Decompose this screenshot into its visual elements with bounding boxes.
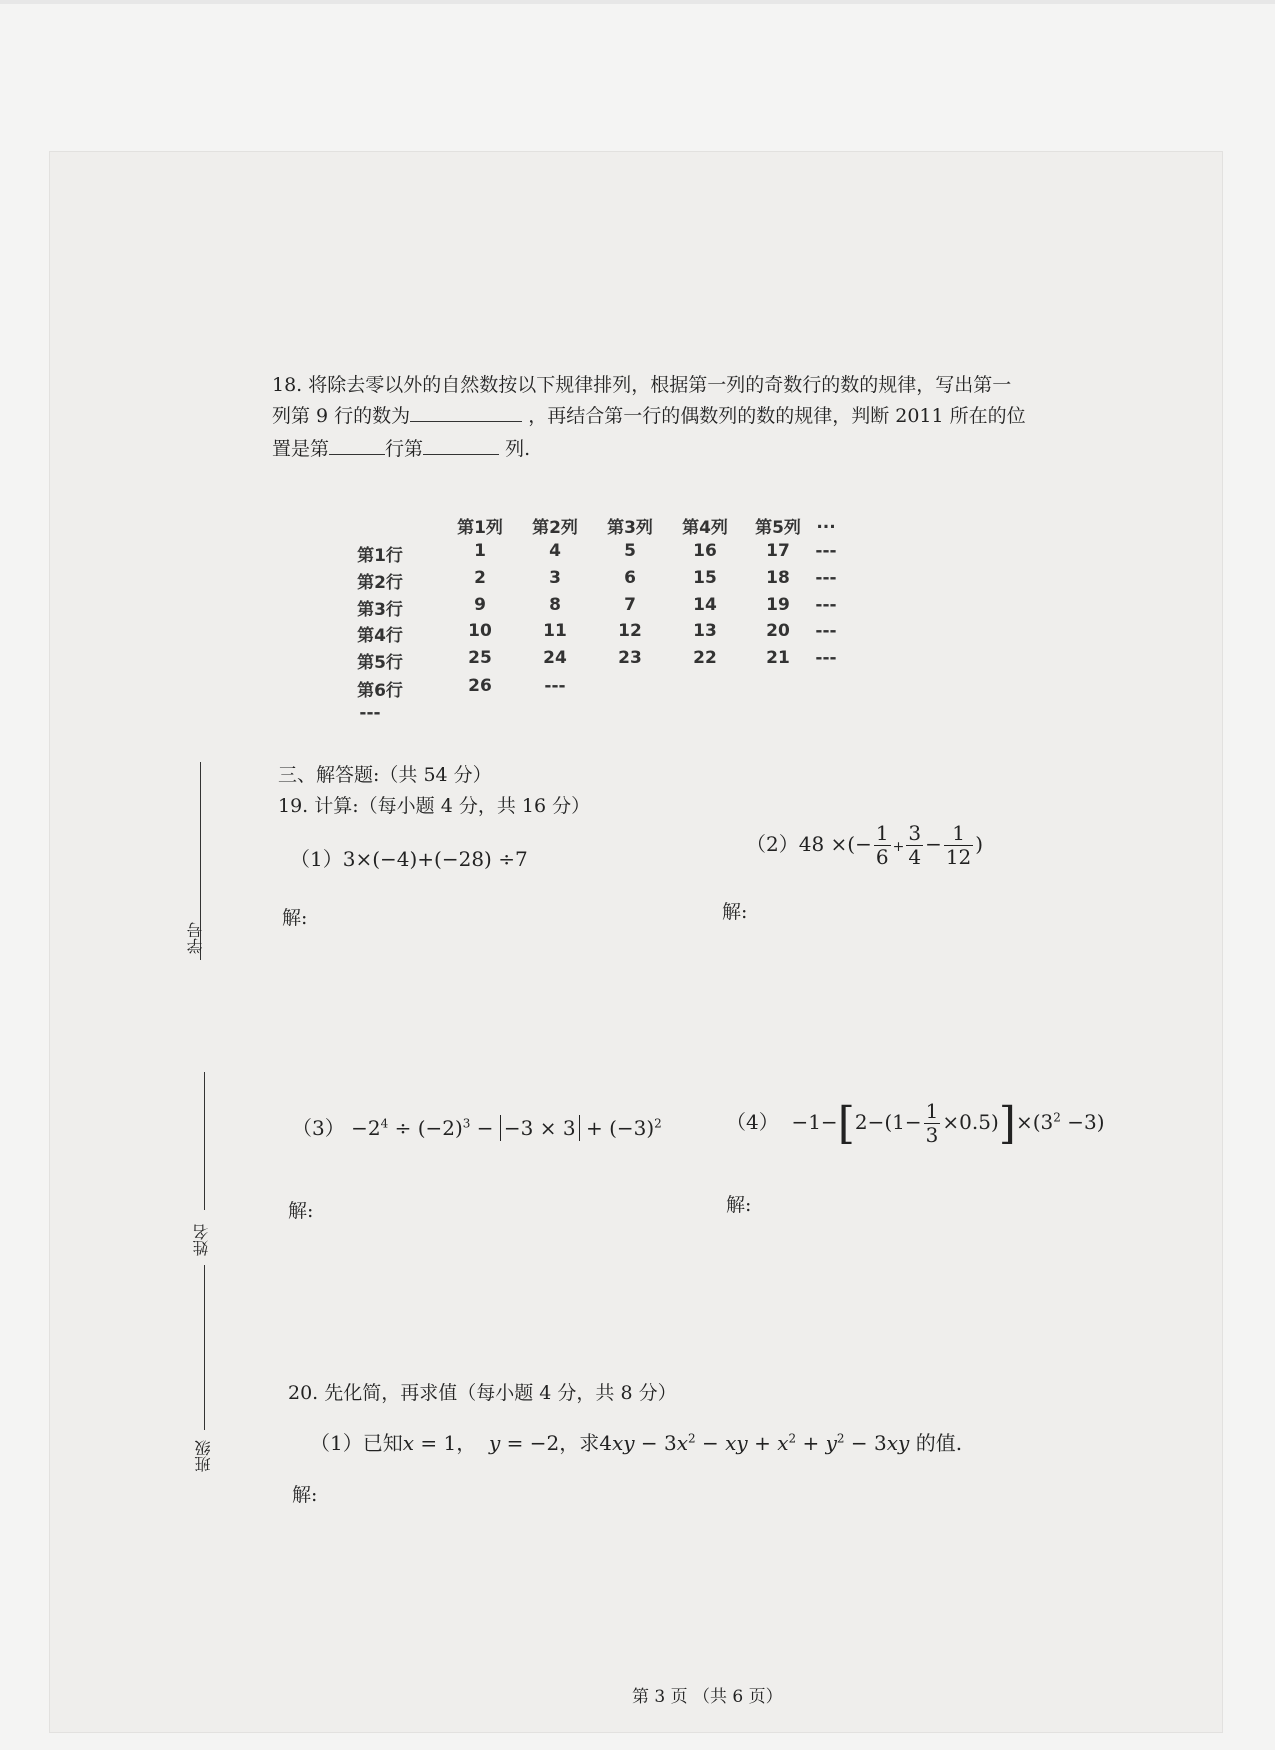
table-cell: --- — [544, 676, 566, 696]
side-line-name-top — [204, 1072, 205, 1210]
q20-part1-given: x — [402, 1431, 415, 1455]
table-cell: 21 — [766, 648, 790, 668]
row-label-5: 第5行 — [357, 653, 403, 673]
table-cell: 7 — [624, 595, 636, 615]
q19-part2 — [746, 822, 983, 869]
q20-part1-expression: $4xy - 3x^2$ − xy + $x^2 + y^2 - 3xy$ — [599, 1431, 910, 1455]
side-line-name-bottom — [204, 1265, 205, 1430]
side-label-class: 班级 — [194, 1440, 213, 1472]
table-cell: 24 — [543, 648, 567, 668]
col-header-5: 第5列 — [755, 518, 801, 538]
table-cell: 23 — [618, 648, 642, 668]
q20-part1-text-c: 的值. — [915, 1431, 963, 1455]
q18-line2-text-b: ，再结合第一行的偶数列的数的规律，判断 2011 所在的位 — [528, 405, 1026, 427]
fraction-denominator: 6 — [875, 845, 889, 869]
table-cell: 5 — [624, 541, 636, 561]
scan-edge — [0, 0, 1275, 4]
q20-part1-text-b: ，求 — [559, 1431, 600, 1455]
q18-line1: 18. 将除去零以外的自然数按以下规律排列，根据第一列的奇数行的数的规律，写出第一 — [272, 374, 1012, 396]
solve-label-4: 解: — [726, 1194, 752, 1216]
row-label-4: 第4行 — [357, 626, 403, 646]
table-cell: 1 — [474, 541, 486, 561]
table-cell: 17 — [766, 541, 790, 561]
table-cell: 26 — [468, 676, 492, 696]
row-label-2: 第2行 — [357, 573, 403, 593]
table-cell: 18 — [766, 568, 790, 588]
q19-part4-label: （4） — [726, 1110, 779, 1134]
table-cell: --- — [815, 595, 837, 615]
table-cell: 12 — [618, 621, 642, 641]
table-cell: 11 — [543, 621, 567, 641]
table-cell: 2 — [474, 568, 486, 588]
minus-sign: − — [925, 832, 942, 856]
fraction — [874, 822, 891, 869]
q20-part1-text-a: （1）已知 — [310, 1431, 403, 1455]
table-cell: --- — [815, 541, 837, 561]
row-label-1: 第1行 — [357, 546, 403, 566]
col-header-1: 第1列 — [457, 518, 503, 538]
q19-part4-expression: −1−[2−(1− $\frac{1}{3}$ $\times 0.5)]\times(3^2 -3)$ — [785, 1098, 1105, 1149]
col-header-3: 第3列 — [607, 518, 653, 538]
q18-line3 — [272, 436, 530, 463]
q18-line2-text-a: 列第 9 行的数为 — [272, 405, 411, 427]
q19-title: 19. 计算:（每小题 4 分，共 16 分） — [278, 795, 591, 817]
table-cell: 15 — [693, 568, 717, 588]
fraction-numerator: 1 — [875, 821, 889, 845]
table-cell: 10 — [468, 621, 492, 641]
table-trailing-more: --- — [359, 703, 381, 723]
fraction-numerator: 1 — [944, 822, 973, 846]
fraction-denominator: 3 — [925, 1123, 939, 1147]
col-header-more: ... — [816, 513, 836, 533]
table-cell: 9 — [474, 595, 486, 615]
solve-label-5: 解: — [292, 1484, 318, 1506]
fraction — [924, 1100, 941, 1147]
solve-label-3: 解: — [288, 1200, 314, 1222]
q18-line2 — [272, 403, 1026, 430]
q18-line3-text-c: 列. — [505, 438, 531, 460]
col-header-2: 第2列 — [532, 518, 578, 538]
row-label-6: 第6行 — [357, 681, 403, 701]
q19-part3 — [292, 1112, 662, 1141]
table-cell: 3 — [549, 568, 561, 588]
fraction — [944, 822, 973, 869]
fraction-numerator: 3 — [908, 821, 922, 845]
answer-blank-2[interactable] — [329, 436, 385, 455]
fraction — [906, 822, 923, 869]
table-cell: 25 — [468, 648, 492, 668]
q19-part2-prefix: （2）48 ×(− — [746, 832, 872, 856]
table-cell: 22 — [693, 648, 717, 668]
fraction-numerator: 1 — [925, 1099, 939, 1123]
solve-label-2: 解: — [722, 901, 748, 923]
table-cell: 13 — [693, 621, 717, 641]
table-cell: --- — [815, 648, 837, 668]
section3-title: 三、解答题:（共 54 分） — [278, 764, 492, 786]
close-paren: ) — [975, 832, 984, 856]
plus-sign: + — [892, 839, 905, 855]
q20-title: 20. 先化简，再求值（每小题 4 分，共 8 分） — [288, 1382, 677, 1404]
col-header-4: 第4列 — [682, 518, 728, 538]
q18-line3-text-a: 置是第 — [272, 438, 330, 460]
q20-part1: （1）已知x = 1， y = −2，求$4xy - 3x^2$ − xy + $x^2 + y^2 - 3xy$ 的值. — [310, 1431, 963, 1455]
q19-part3-expression: $-2^4 \div (-2)^3 - -3 \times 3 + (-3)^2$ — [351, 1116, 662, 1140]
table-cell: 14 — [693, 595, 717, 615]
table-cell: 8 — [549, 595, 561, 615]
row-label-3: 第3行 — [357, 600, 403, 620]
answer-blank-3[interactable] — [423, 436, 499, 455]
fraction-denominator: 4 — [908, 845, 922, 869]
side-label-name: 姓名 — [192, 1224, 211, 1256]
side-label-student-no: 学号 — [186, 922, 205, 954]
q19-part4 — [726, 1098, 1105, 1149]
table-cell: 6 — [624, 568, 636, 588]
q18-line3-text-b: 行第 — [385, 438, 424, 460]
q19-part1: （1）3×(−4)+(−28) ÷7 — [290, 847, 528, 871]
table-cell: --- — [815, 568, 837, 588]
table-cell: --- — [815, 621, 837, 641]
table-cell: 19 — [766, 595, 790, 615]
table-cell: 16 — [693, 541, 717, 561]
table-cell: 20 — [766, 621, 790, 641]
fraction-denominator: 12 — [945, 845, 972, 869]
page-footer: 第 3 页 （共 6 页） — [632, 1687, 783, 1707]
table-cell: 4 — [549, 541, 561, 561]
answer-blank-1[interactable] — [410, 403, 522, 422]
solve-label-1: 解: — [282, 907, 308, 929]
q19-part3-label: （3） — [292, 1116, 345, 1140]
